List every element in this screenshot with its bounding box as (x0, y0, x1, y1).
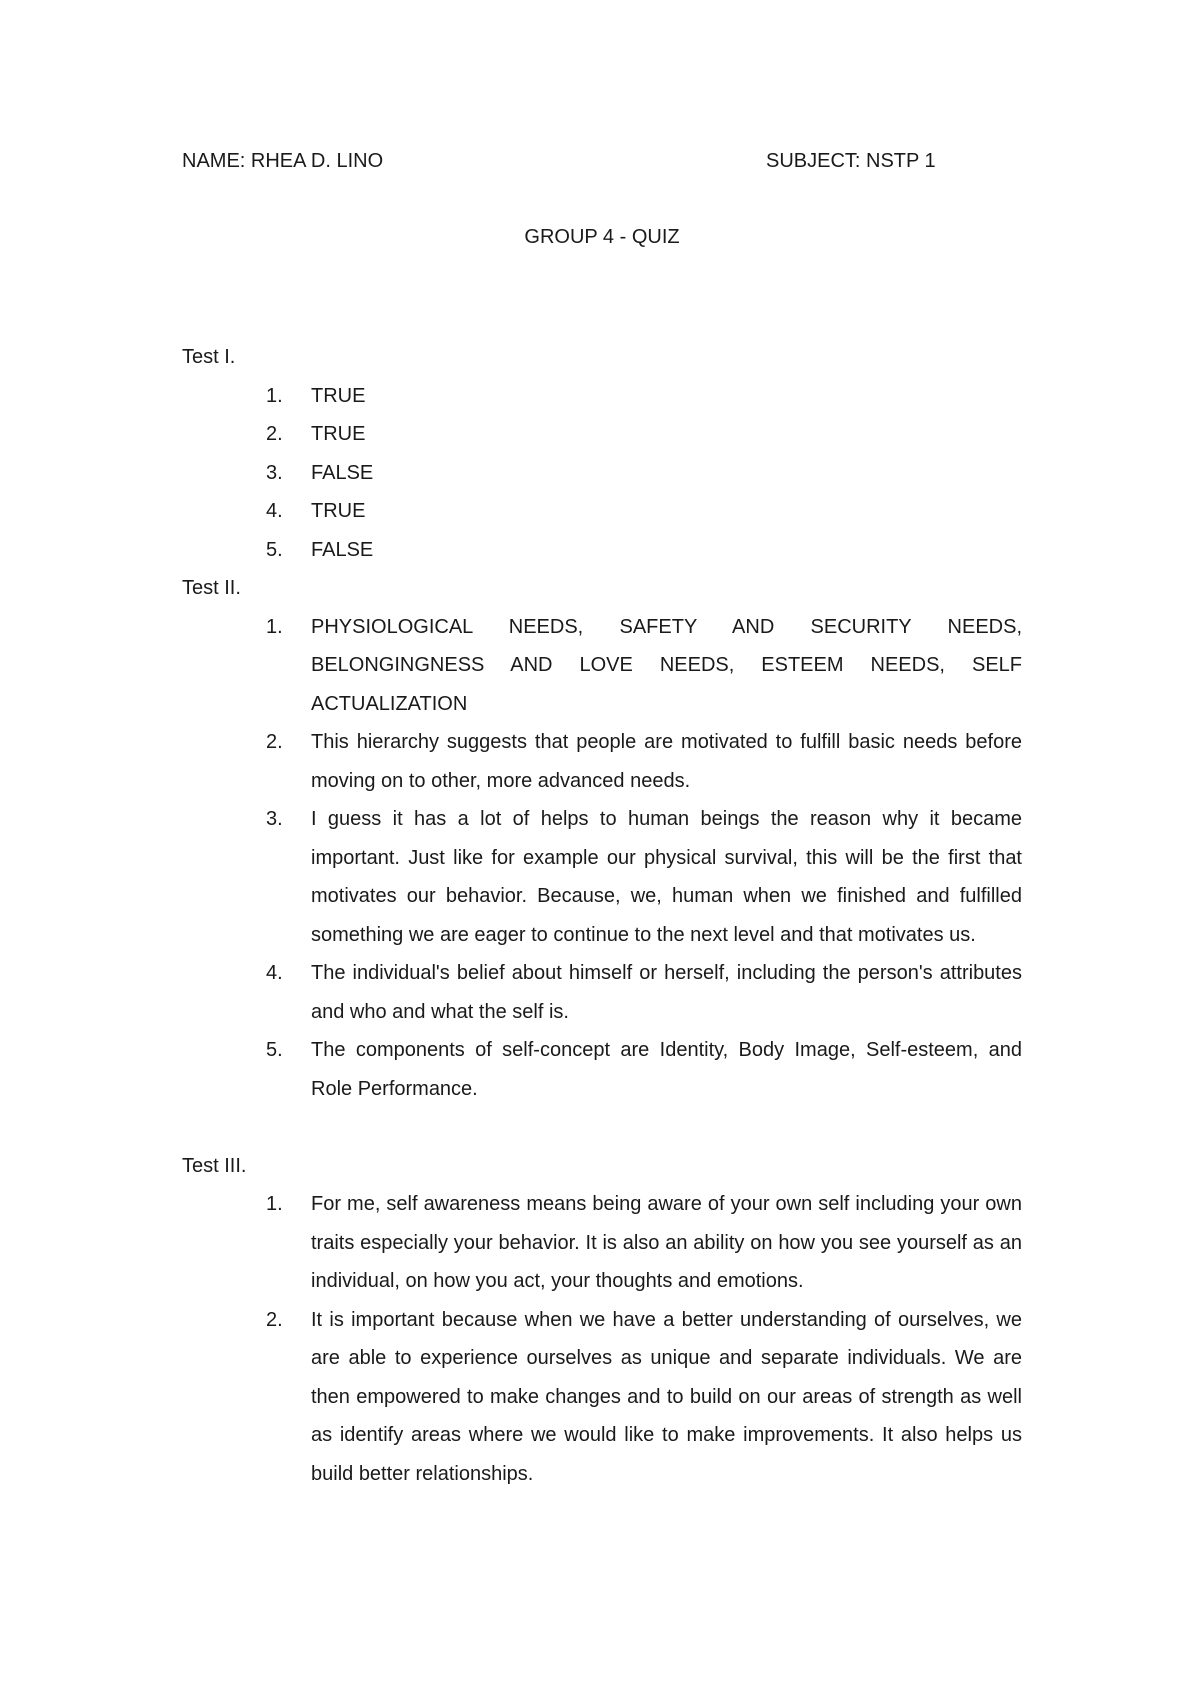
list-item (182, 415, 1022, 454)
item-number: 4. (266, 500, 283, 522)
test-1-answer-list (182, 377, 1022, 570)
answer-text: TRUE (311, 384, 366, 407)
list-item (182, 723, 1022, 800)
item-number: 3. (266, 808, 283, 830)
answer-text: The individual's belief about himself or herself, including the person's attributes and who and what the self is. (311, 962, 1022, 1023)
item-number: 4. (266, 962, 283, 984)
test-1-heading: Test I. (182, 346, 236, 368)
answer-text: I guess it has a lot of helps to human beings the reason why it became important. Just like for example our physical survival, this will be the first that motivates our behavior. Because, we, human when we finished and fulfilled something we are eager to continue to the next level and that motivates us. (311, 808, 1022, 946)
document-header (182, 146, 1022, 176)
list-item (182, 454, 1022, 493)
item-number: 1. (266, 1193, 283, 1215)
list-item (182, 1031, 1022, 1108)
list-item (182, 1185, 1022, 1301)
answer-text: It is important because when we have a better understanding of ourselves, we are able to experience ourselves as unique and separate individuals. We are then empowered to make changes and to build on our areas of strength as well as identify areas where we would like to make improvements. It also helps us build better relationships. (311, 1308, 1022, 1485)
item-number: 2. (266, 731, 283, 753)
test-2-answer-list (182, 608, 1022, 1109)
test-3-heading: Test III. (182, 1154, 247, 1177)
list-item (182, 377, 1022, 416)
item-number: 2. (266, 423, 283, 445)
answer-text: FALSE (311, 461, 374, 484)
answer-text: For me, self awareness means being aware of your own self including your own traits especially your behavior. It is also an ability on how you see yourself as an individual, on how you act, your thoughts and emotions. (311, 1193, 1022, 1292)
item-number: 5. (266, 1039, 283, 1061)
document-body (182, 338, 1022, 1493)
item-number: 3. (266, 461, 283, 484)
answer-text: TRUE (311, 500, 366, 522)
section-spacer (182, 1108, 1022, 1147)
subject-label: SUBJECT: NSTP 1 (766, 150, 936, 172)
answer-text: This hierarchy suggests that people are motivated to fulfill basic needs before moving on to other, more advanced needs. (311, 731, 1022, 792)
list-item (182, 492, 1022, 531)
list-item (182, 1301, 1022, 1494)
answer-text: PHYSIOLOGICAL NEEDS, SAFETY AND SECURITY NEEDS, BELONGINGNESS AND LOVE NEEDS, ESTEEM NEEDS, SELF ACTUALIZATION (311, 615, 1022, 715)
test-2-heading: Test II. (182, 577, 241, 599)
list-item (182, 531, 1022, 570)
document-title (182, 222, 1022, 252)
list-item (182, 608, 1022, 724)
test-3-answer-list (182, 1185, 1022, 1493)
item-number: 1. (266, 384, 283, 407)
document-title-text: GROUP 4 - QUIZ (524, 226, 680, 248)
item-number: 1. (266, 615, 283, 638)
answer-text: TRUE (311, 423, 366, 445)
answer-text: The components of self-concept are Identity, Body Image, Self-esteem, and Role Performance. (311, 1039, 1022, 1100)
item-number: 2. (266, 1308, 283, 1331)
list-item (182, 800, 1022, 954)
item-number: 5. (266, 538, 283, 561)
answer-text: FALSE (311, 538, 374, 561)
student-name: NAME: RHEA D. LINO (182, 150, 384, 172)
list-item (182, 954, 1022, 1031)
